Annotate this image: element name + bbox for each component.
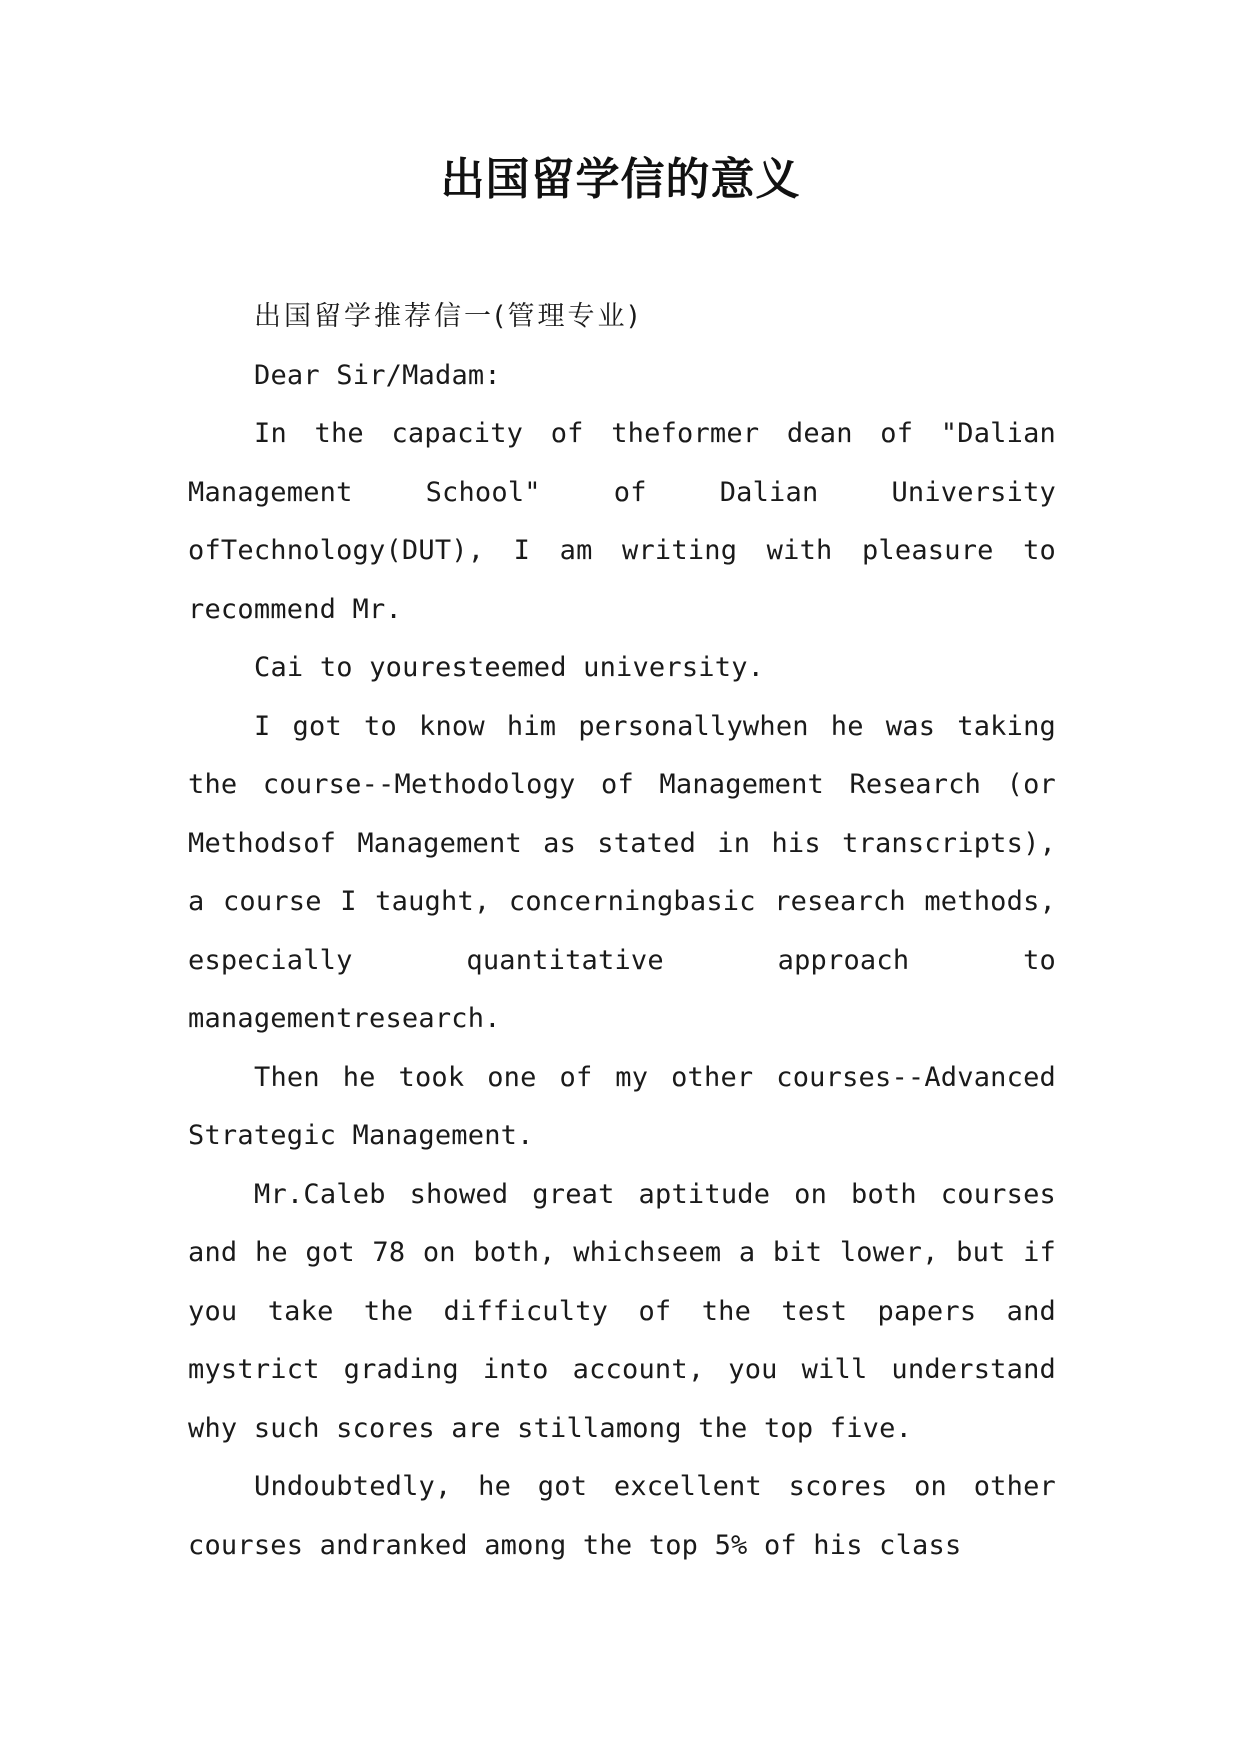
paragraph-course-methodology: I got to know him personallywhen he was taking the course--Methodology of Management Research (or Methodsof Management as stated in his transcripts), a course I taught, concerningbasic research methods, especially quantitative approach to managementresearch. [188,710,1056,1034]
paragraph-introduction-cont: Cai to youresteemed university. [254,652,765,683]
document-title: 出国留学信的意义 [440,154,801,205]
paragraph-salutation: Dear Sir/Madam: [254,359,501,391]
paragraph-course-strategic: Then he took one of my other courses--Advanced Strategic Management. [188,1061,1056,1151]
paragraph-introduction: In the capacity of theformer dean of "Dalian Management School" of Dalian University ofTechnology(DUT), I am writing with pleasure to recommend Mr. [188,418,1056,625]
paragraph-subtitle: 出国留学推荐信一(管理专业) [254,301,642,332]
paragraph-ranking: Undoubtedly, he got excellent scores on other courses andranked among the top 5% of his class [188,1471,1056,1561]
document-body [188,288,1056,1575]
paragraph-scores: Mr.Caleb showed great aptitude on both courses and he got 78 on both, whichseem a bit lower, but if you take the difficulty of the test papers and mystrict grading into account, you will understand why such scores are stillamong the top five. [188,1178,1056,1444]
